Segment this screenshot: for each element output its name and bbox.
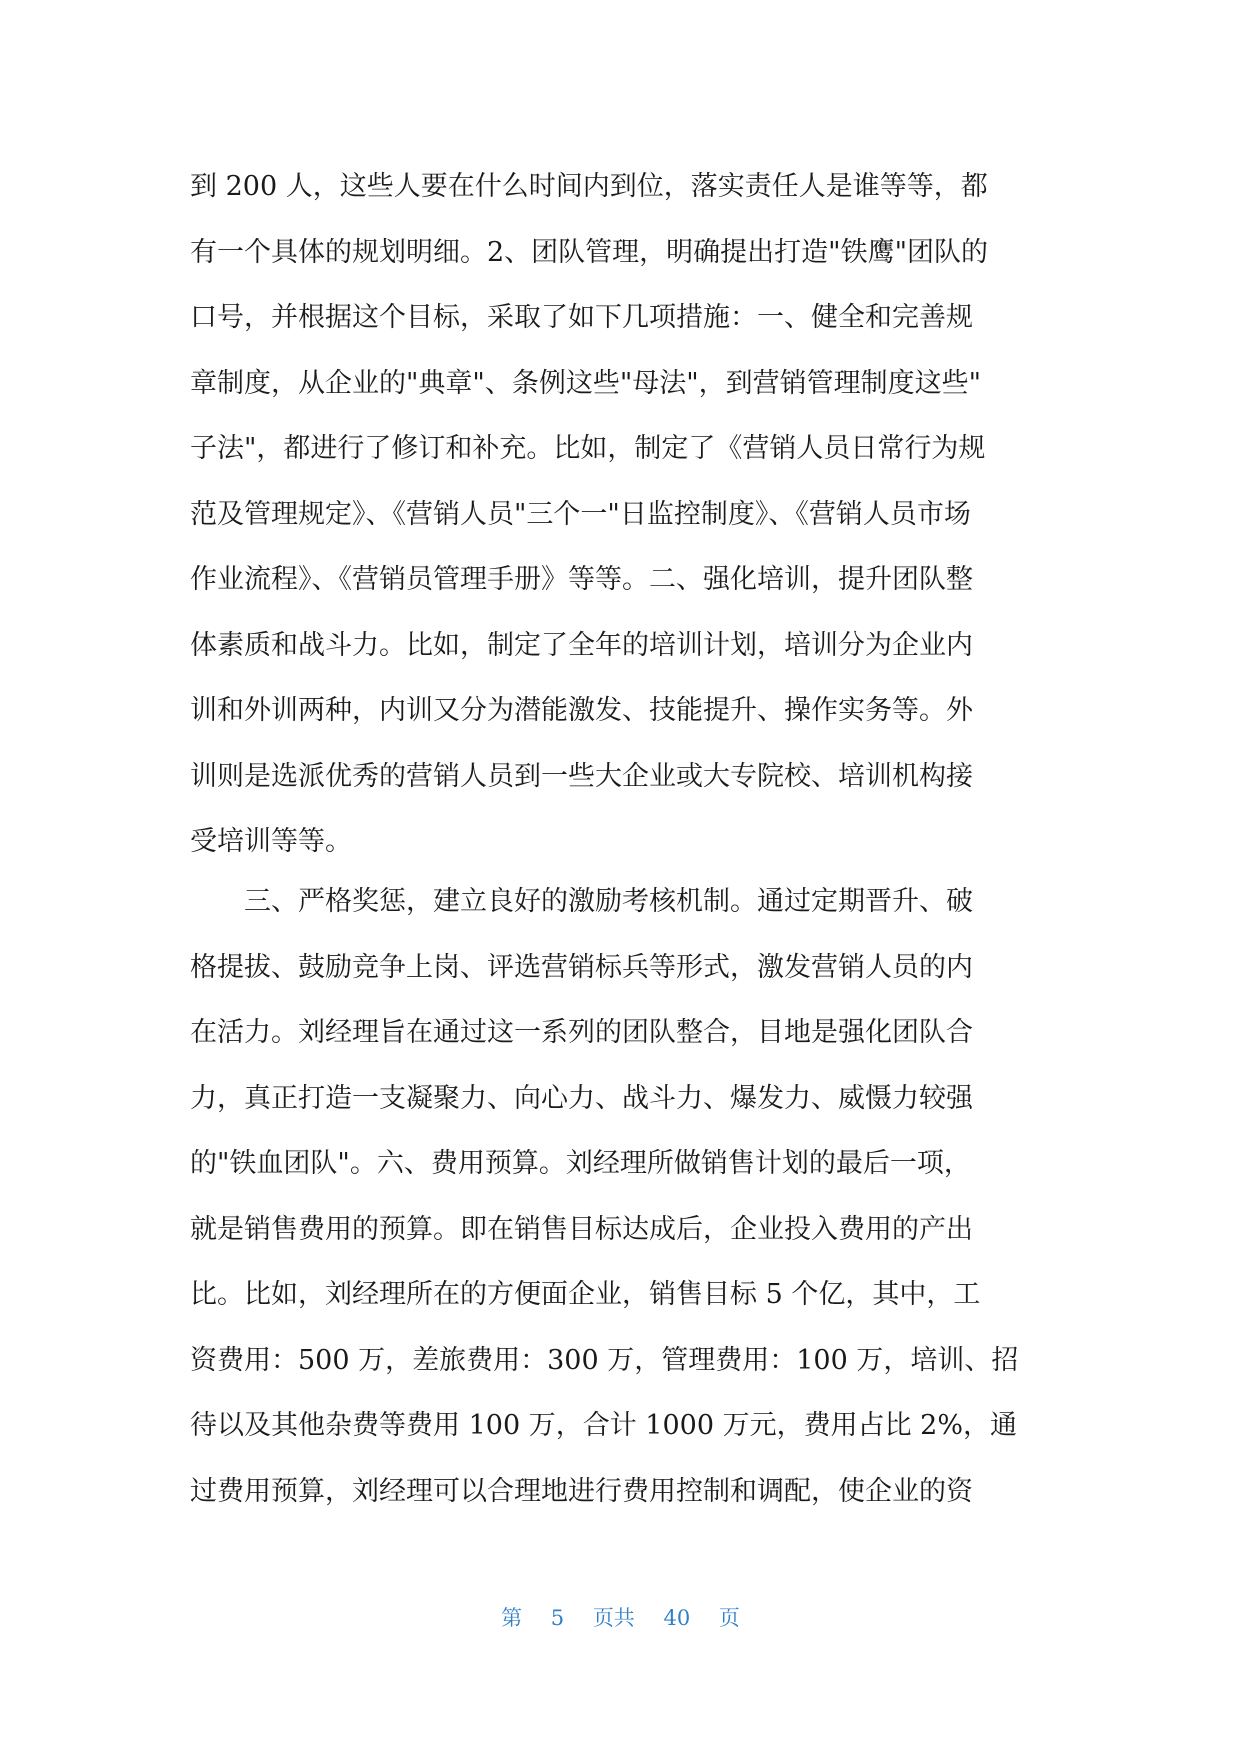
- text-line: 范及管理规定》、《营销人员"三个一"日监控制度》、《营销人员市场: [190, 498, 971, 530]
- current-page-number: 5: [550, 1606, 565, 1630]
- text-line: 口号，并根据这个目标，采取了如下几项措施：一、健全和完善规: [190, 302, 973, 333]
- total-pages: 40: [663, 1606, 691, 1630]
- text-line: 的"铁血团队"。六、费用预算。刘经理所做销售计划的最后一项，: [190, 1148, 971, 1179]
- text-line: 比。比如，刘经理所在的方便面企业，销售目标 5 个亿，其中，工: [190, 1279, 981, 1310]
- text-line: 章制度，从企业的"典章"、条例这些"母法"，到营销管理制度这些": [190, 367, 982, 399]
- paragraph-1: [190, 154, 1060, 875]
- text-line: 体素质和战斗力。比如，制定了全年的培训计划，培训分为企业内: [190, 629, 973, 661]
- page-footer: [0, 1602, 1241, 1632]
- footer-middle: 页共: [592, 1606, 635, 1630]
- text-line: 受培训等等。: [190, 826, 352, 857]
- paragraph-2: [190, 869, 1060, 1524]
- footer-prefix: 第: [501, 1606, 523, 1630]
- text-line: 三、严格奖惩，建立良好的激励考核机制。通过定期晋升、破: [244, 886, 973, 917]
- text-line: 到 200 人，这些人要在什么时间内到位，落实责任人是谁等等，都: [190, 171, 988, 202]
- text-line: 过费用预算，刘经理可以合理地进行费用控制和调配，使企业的资: [190, 1475, 973, 1507]
- text-line: 作业流程》、《营销员管理手册》等等。二、强化培训，提升团队整: [190, 564, 973, 595]
- text-line: 待以及其他杂费等费用 100 万，合计 1000 万元，费用占比 2%，通: [190, 1410, 1017, 1441]
- text-line: 有一个具体的规划明细。2、团队管理，明确提出打造"铁鹰"团队的: [190, 236, 989, 268]
- text-line: 在活力。刘经理旨在通过这一系列的团队整合，目地是强化团队合: [190, 1017, 973, 1048]
- text-line: 训和外训两种，内训又分为潜能激发、技能提升、操作实务等。外: [190, 695, 973, 726]
- text-line: 力，真正打造一支凝聚力、向心力、战斗力、爆发力、威慑力较强: [190, 1082, 973, 1114]
- text-line: 就是销售费用的预算。即在销售目标达成后，企业投入费用的产出: [190, 1213, 973, 1245]
- text-line: 子法"，都进行了修订和补充。比如，制定了《营销人员日常行为规: [190, 433, 986, 464]
- text-line: 训则是选派优秀的营销人员到一些大企业或大专院校、培训机构接: [190, 760, 973, 792]
- text-line: 资费用：500 万，差旅费用：300 万，管理费用：100 万，培训、招: [190, 1344, 1019, 1376]
- text-line: 格提拔、鼓励竞争上岗、评选营销标兵等形式，激发营销人员的内: [190, 951, 973, 983]
- footer-suffix: 页: [718, 1606, 740, 1630]
